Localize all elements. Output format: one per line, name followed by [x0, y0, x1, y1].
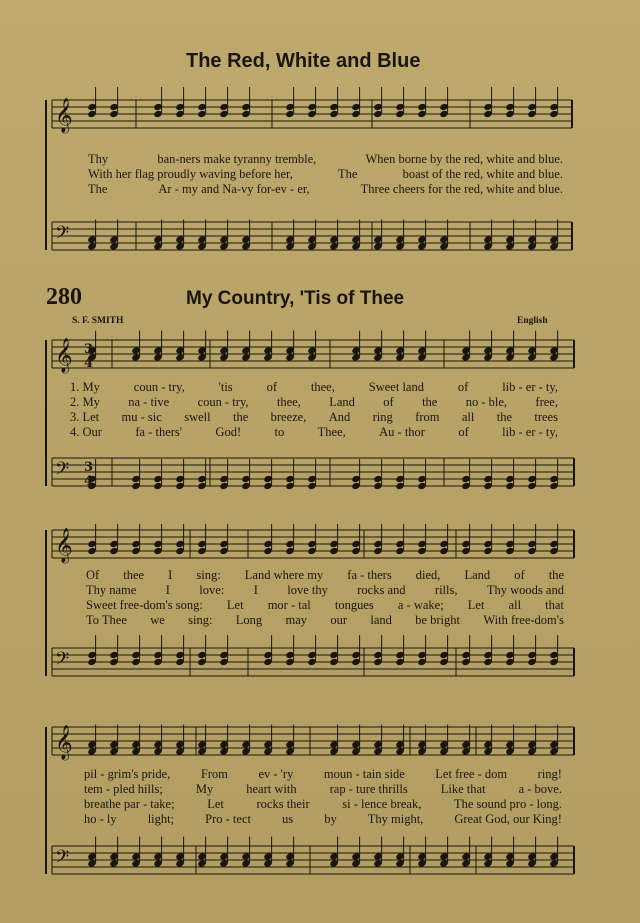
lyric-syllable: all: [461, 410, 475, 424]
lyric-syllable: With her flag proudly waving before her,: [88, 167, 293, 181]
lyric-syllable: To Thee: [86, 613, 127, 627]
lyric-line: [88, 167, 563, 182]
lyric-syllable: of: [514, 568, 525, 582]
lyric-line: [70, 410, 558, 425]
lyric-syllable: the: [496, 410, 512, 424]
lyric-syllable: 3. Let: [70, 410, 100, 424]
lyric-line: [88, 152, 563, 167]
lyric-syllable: The sound pro - long.: [454, 797, 562, 811]
lyric-syllable: rocks their: [256, 797, 310, 811]
lyric-line: [84, 767, 562, 782]
lyric-syllable: we: [150, 613, 165, 627]
lyric-syllable: the: [232, 410, 249, 424]
lyric-syllable: Great God, our King!: [454, 812, 562, 826]
lyric-syllable: be bright: [415, 613, 461, 627]
lyric-syllable: Sweet land: [368, 380, 424, 394]
lyric-syllable: a - wake;: [397, 598, 444, 612]
lyric-syllable: God!: [215, 425, 242, 439]
lyric-syllable: love thy: [287, 583, 328, 597]
lyric-syllable: a - bove.: [518, 782, 562, 796]
lyric-line: [70, 380, 558, 395]
lyric-syllable: of: [458, 425, 469, 439]
lyric-syllable: lib - er - ty,: [502, 380, 558, 394]
lyric-syllable: I: [168, 568, 173, 582]
lyric-syllable: died,: [415, 568, 441, 582]
lyric-syllable: Let free - dom: [435, 767, 508, 781]
lyric-syllable: Long: [235, 613, 263, 627]
lyrics-system-2: [86, 568, 564, 628]
lyric-syllable: Land where my: [244, 568, 324, 582]
lyric-syllable: light;: [147, 812, 175, 826]
lyric-syllable: breathe par - take;: [84, 797, 175, 811]
bass-clef-icon: 𝄢: [55, 649, 70, 674]
lyric-syllable: Pro - tect: [205, 812, 251, 826]
lyric-syllable: From: [200, 767, 228, 781]
treble-clef-icon: 𝄞: [55, 98, 73, 133]
lyrics-red-white-blue: [88, 152, 563, 197]
svg-text:3: 3: [84, 460, 94, 475]
lyric-syllable: to: [274, 425, 285, 439]
lyric-syllable: rocks and: [357, 583, 406, 597]
lyric-line: [70, 425, 558, 440]
lyric-line: [86, 568, 564, 583]
lyric-syllable: all: [508, 598, 522, 612]
lyric-syllable: Land: [329, 395, 355, 409]
lyric-syllable: mu - sic: [121, 410, 162, 424]
lyric-syllable: us: [282, 812, 294, 826]
lyric-syllable: coun - try,: [197, 395, 249, 409]
lyric-syllable: mor - tal: [267, 598, 311, 612]
lyric-syllable: 'tis: [218, 380, 233, 394]
lyric-syllable: And: [328, 410, 351, 424]
lyric-syllable: Ar - my and Na-vy for-ev - er,: [158, 182, 310, 196]
lyric-syllable: rap - ture thrills: [329, 782, 408, 796]
lyric-syllable: no - ble,: [465, 395, 508, 409]
lyric-syllable: our: [330, 613, 348, 627]
lyric-syllable: tongues: [334, 598, 374, 612]
lyric-syllable: Thee,: [317, 425, 346, 439]
lyric-syllable: may: [285, 613, 308, 627]
lyric-syllable: of: [383, 395, 394, 409]
lyric-syllable: My: [195, 782, 214, 796]
lyric-syllable: from: [415, 410, 440, 424]
hymn-title-my-country: My Country, 'Tis of Thee: [186, 288, 405, 309]
lyric-syllable: swell: [184, 410, 211, 424]
lyric-syllable: Like that: [440, 782, 486, 796]
lyric-line: [88, 182, 563, 197]
lyric-syllable: of: [266, 380, 277, 394]
lyric-syllable: free,: [535, 395, 558, 409]
hymn-number: 280: [46, 284, 82, 310]
lyric-syllable: Land: [464, 568, 491, 582]
lyric-syllable: Sweet free-dom's song:: [86, 598, 203, 612]
lyric-syllable: thee: [123, 568, 145, 582]
lyric-syllable: thee,: [276, 395, 301, 409]
lyric-syllable: The: [338, 167, 358, 181]
lyric-syllable: ev - 'ry: [258, 767, 294, 781]
treble-clef-icon: 𝄞: [55, 338, 73, 373]
bass-clef-icon: 𝄢: [55, 459, 70, 484]
svg-text:4: 4: [84, 474, 94, 489]
lyric-syllable: Thy might,: [367, 812, 424, 826]
lyric-syllable: rills,: [434, 583, 458, 597]
lyric-syllable: The: [88, 182, 108, 196]
lyric-syllable: fa - thers: [347, 568, 392, 582]
svg-text:4: 4: [84, 356, 94, 371]
lyric-syllable: Thy: [88, 152, 109, 166]
lyric-syllable: by: [324, 812, 337, 826]
lyric-syllable: trees: [534, 410, 558, 424]
lyric-line: [84, 797, 562, 812]
lyric-syllable: boast of the red, white and blue.: [402, 167, 563, 181]
lyric-syllable: thee,: [310, 380, 335, 394]
lyric-syllable: moun - tain side: [323, 767, 405, 781]
lyric-syllable: When borne by the red, white and blue.: [365, 152, 563, 166]
lyric-syllable: Thy woods and: [486, 583, 564, 597]
lyric-syllable: pil - grim's pride,: [84, 767, 171, 781]
lyric-syllable: breeze,: [270, 410, 307, 424]
lyric-syllable: Thy name: [86, 583, 137, 597]
lyric-syllable: Three cheers for the red, white and blue.: [360, 182, 563, 196]
lyric-syllable: the: [548, 568, 564, 582]
lyric-syllable: sing:: [196, 568, 221, 582]
lyric-syllable: sing:: [188, 613, 213, 627]
lyric-line: [86, 613, 564, 628]
lyric-line: [84, 782, 562, 797]
lyric-syllable: 1. My: [70, 380, 100, 394]
lyric-syllable: With free-dom's: [483, 613, 564, 627]
lyric-syllable: ho - ly: [84, 812, 117, 826]
bass-clef-icon: 𝄢: [55, 223, 70, 248]
lyrics-system-3: [84, 767, 562, 827]
lyric-syllable: I: [165, 583, 170, 597]
lyric-syllable: fa - thers': [135, 425, 183, 439]
lyric-syllable: ring!: [537, 767, 562, 781]
lyric-syllable: heart with: [246, 782, 297, 796]
lyric-syllable: the: [422, 395, 438, 409]
author-credit: S. F. SMITH: [72, 316, 124, 326]
lyric-syllable: Of: [86, 568, 100, 582]
lyric-syllable: na - tive: [128, 395, 170, 409]
lyric-syllable: 2. My: [70, 395, 100, 409]
composer-credit: English: [517, 316, 548, 326]
lyric-syllable: I: [253, 583, 258, 597]
lyric-line: [70, 395, 558, 410]
lyric-line: [86, 598, 564, 613]
lyrics-system-1: [70, 380, 558, 440]
lyric-line: [84, 812, 562, 827]
lyric-syllable: coun - try,: [133, 380, 185, 394]
hymn-title-red-white-blue: The Red, White and Blue: [186, 50, 421, 72]
treble-clef-icon: 𝄞: [55, 528, 73, 563]
lyric-syllable: tem - pled hills;: [84, 782, 163, 796]
treble-clef-icon: 𝄞: [55, 725, 73, 760]
lyric-syllable: ring: [372, 410, 393, 424]
svg-text:3: 3: [84, 342, 94, 357]
lyric-syllable: 4. Our: [70, 425, 102, 439]
lyric-syllable: that: [545, 598, 564, 612]
lyric-syllable: Let: [467, 598, 485, 612]
lyric-syllable: of: [457, 380, 469, 394]
bass-clef-icon: 𝄢: [55, 847, 70, 872]
lyric-syllable: si - lence break,: [342, 797, 422, 811]
lyric-syllable: Let: [207, 797, 224, 811]
lyric-syllable: lib - er - ty,: [502, 425, 558, 439]
lyric-line: [86, 583, 564, 598]
lyric-syllable: Let: [226, 598, 244, 612]
lyric-syllable: love:: [199, 583, 225, 597]
lyric-syllable: ban-ners make tyranny tremble,: [157, 152, 317, 166]
lyric-syllable: Au - thor: [379, 425, 425, 439]
lyric-syllable: land: [370, 613, 392, 627]
